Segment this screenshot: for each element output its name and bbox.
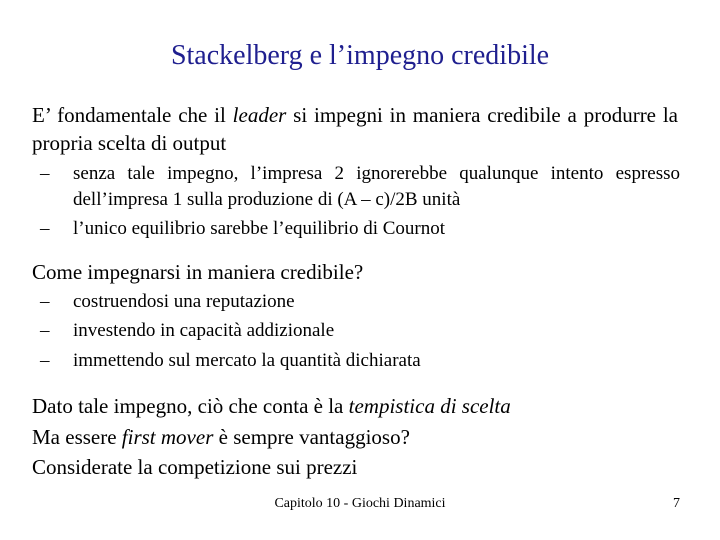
sub-bullet-without-commitment [40, 161, 680, 213]
sub-bullet-text: immettendo sul mercato la quantità dichiarata [73, 350, 421, 371]
dash-marker: – [40, 320, 50, 341]
bullet-how-to-commit: Come impegnarsi in maniera credibile? [32, 260, 364, 284]
bullet-timing [32, 392, 678, 420]
dash-marker: – [40, 350, 50, 371]
dash-marker: – [40, 218, 50, 239]
bullet-text: Dato tale impegno, ciò che conta è la [32, 394, 349, 418]
emphasis-first-mover: first mover [121, 425, 214, 449]
bullet-text: si impegni in maniera credibile a produrre la propria scelta di output [32, 103, 678, 155]
bullet-text: E’ fondamentale che il [32, 103, 233, 127]
sub-bullet-text: investendo in capacità addizionale [73, 320, 335, 341]
bullet-text: è sempre vantaggioso? [213, 425, 410, 449]
sub-bullet-declared-quantity [40, 348, 680, 374]
dash-marker: – [40, 163, 50, 184]
bullet-price-competition: Considerate la competizione sui prezzi [32, 455, 358, 479]
page-number: 7 [673, 496, 680, 511]
footer-chapter: Capitolo 10 - Giochi Dinamici [274, 496, 446, 511]
bullet-leader-commitment [32, 101, 678, 157]
dash-marker: – [40, 291, 50, 312]
emphasis-timing: tempistica di scelta [348, 394, 511, 418]
emphasis-leader: leader [232, 103, 287, 127]
slide-title: Stackelberg e l’impegno credibile [170, 40, 550, 71]
sub-bullet-text: l’unico equilibrio sarebbe l’equilibrio di Cournot [73, 218, 446, 239]
bullet-first-mover [32, 423, 678, 451]
sub-bullet-text: senza tale impegno, l’impresa 2 ignorerebbe qualunque intento espresso dell’impresa 1 sulla produzione di (A – c)/2B unità [73, 163, 680, 210]
sub-bullet-text: costruendosi una reputazione [73, 291, 295, 312]
sub-bullet-capacity [40, 318, 680, 344]
sub-bullet-cournot [40, 216, 680, 242]
sub-bullet-reputation [40, 289, 680, 315]
bullet-text: Ma essere [32, 425, 122, 449]
